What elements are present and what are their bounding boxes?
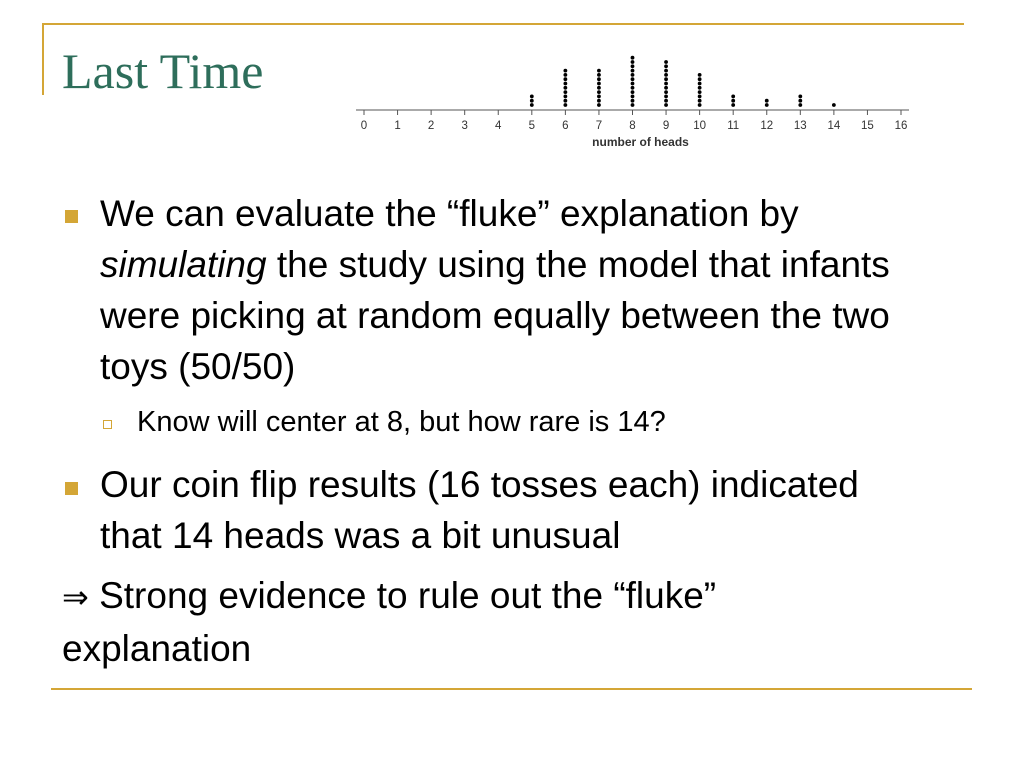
data-dot <box>563 99 567 103</box>
data-dot <box>631 95 635 99</box>
data-dot <box>530 99 534 103</box>
data-dot <box>631 60 635 64</box>
top-rule <box>42 23 964 25</box>
x-tick-label: 13 <box>793 120 807 132</box>
bullet-1 <box>100 188 920 392</box>
data-dot <box>563 77 567 81</box>
data-dot <box>698 99 702 103</box>
data-dot <box>597 95 601 99</box>
x-tick-label: 12 <box>760 120 774 132</box>
sub-bullet-marker <box>103 420 112 429</box>
data-dot <box>664 103 668 107</box>
x-tick-label: 7 <box>595 120 603 132</box>
x-axis-label: number of heads <box>592 135 689 149</box>
x-tick-label: 9 <box>662 120 670 132</box>
data-dot <box>563 103 567 107</box>
x-tick-label: 10 <box>693 120 707 132</box>
bullet-1-text-a: We can evaluate the “fluke” explanation by <box>100 193 799 234</box>
data-dot <box>798 95 802 99</box>
left-rule <box>42 23 44 95</box>
data-dot <box>664 90 668 94</box>
data-dot <box>563 82 567 86</box>
implies-arrow-icon: ⇒ <box>62 578 89 616</box>
data-dot <box>597 69 601 73</box>
conclusion-text: Strong evidence to rule out the “fluke” explanation <box>62 575 717 669</box>
data-dot <box>597 77 601 81</box>
data-dot <box>597 90 601 94</box>
bullet-1-emphasis: simulating <box>100 244 267 285</box>
data-dot <box>664 95 668 99</box>
x-tick-label: 14 <box>827 120 841 132</box>
data-dot <box>731 99 735 103</box>
data-dot <box>798 99 802 103</box>
x-tick-label: 0 <box>360 120 368 132</box>
data-dot <box>563 86 567 90</box>
data-dot <box>664 99 668 103</box>
data-dot <box>631 90 635 94</box>
data-dot <box>631 73 635 77</box>
x-tick-label: 15 <box>861 120 874 132</box>
data-dot <box>664 82 668 86</box>
data-dot <box>597 73 601 77</box>
data-dot <box>765 99 769 103</box>
slide-title: Last Time <box>62 43 264 99</box>
data-dot <box>698 103 702 107</box>
data-dot <box>664 69 668 73</box>
bullet-1-text-b: the study using the model that infants were picking at random equally between the two toys (50/50) <box>100 244 890 387</box>
data-dot <box>664 64 668 68</box>
data-dot <box>698 95 702 99</box>
data-dot <box>530 95 534 99</box>
data-dot <box>664 60 668 64</box>
x-tick-label: 2 <box>427 120 435 132</box>
data-dot <box>631 99 635 103</box>
data-dot <box>832 103 836 107</box>
data-dot <box>698 82 702 86</box>
data-dot <box>597 103 601 107</box>
dotplot-chart <box>350 34 920 156</box>
bullet-2 <box>100 459 900 561</box>
x-tick-label: 16 <box>894 120 908 132</box>
data-dot <box>530 103 534 107</box>
data-dot <box>664 86 668 90</box>
data-dot <box>563 73 567 77</box>
x-tick-label: 11 <box>727 120 740 132</box>
x-tick-label: 1 <box>394 120 401 132</box>
data-dot <box>597 86 601 90</box>
conclusion <box>62 570 862 674</box>
x-tick-label: 6 <box>562 120 569 132</box>
bullet-marker <box>65 210 78 223</box>
x-tick-label: 8 <box>629 120 636 132</box>
bullet-marker <box>65 482 78 495</box>
data-dot <box>563 90 567 94</box>
data-dot <box>563 95 567 99</box>
data-dot <box>698 77 702 81</box>
data-dot <box>631 82 635 86</box>
data-dot <box>597 99 601 103</box>
data-dot <box>631 86 635 90</box>
data-dot <box>597 82 601 86</box>
data-dot <box>731 95 735 99</box>
data-dot <box>698 86 702 90</box>
data-dot <box>631 103 635 107</box>
data-dot <box>563 69 567 73</box>
data-dot <box>698 90 702 94</box>
data-dot <box>664 73 668 77</box>
x-tick-label: 3 <box>461 120 468 132</box>
data-dot <box>631 77 635 81</box>
data-dot <box>731 103 735 107</box>
data-dot <box>631 64 635 68</box>
data-dot <box>765 103 769 107</box>
sub-bullet-1-text: Know will center at 8, but how rare is 14? <box>137 406 666 438</box>
data-dot <box>798 103 802 107</box>
bottom-rule <box>51 688 972 690</box>
data-dot <box>664 77 668 81</box>
sub-bullet-1 <box>137 404 897 440</box>
x-tick-label: 5 <box>528 120 536 132</box>
bullet-2-text: Our coin flip results (16 tosses each) indicated that 14 heads was a bit unusual <box>100 464 859 556</box>
data-dot <box>631 56 635 60</box>
x-tick-label: 4 <box>495 120 502 132</box>
data-dot <box>631 69 635 73</box>
data-dot <box>698 73 702 77</box>
